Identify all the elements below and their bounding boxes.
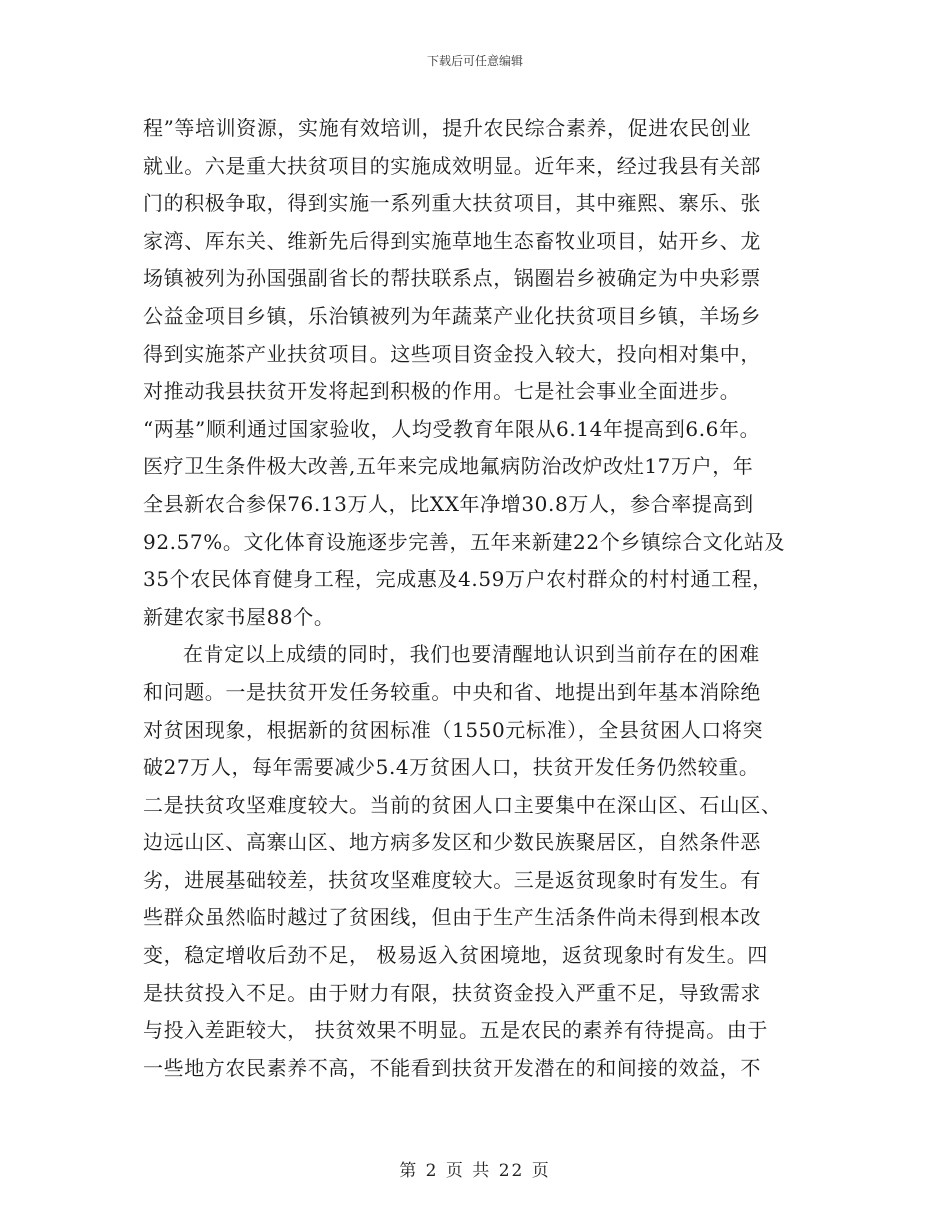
page-header: 下载后可任意编辑	[426, 54, 523, 68]
text-line: 家湾、厍东关、维新先后得到实施草地生态畜牧业项目，姑开乡、龙	[143, 228, 761, 253]
text-line: 些群众虽然临时越过了贫困线，但由于生产生活条件尚未得到根本改	[143, 905, 761, 930]
text-line: 是扶贫投入不足。由于财力有限，扶贫资金投入严重不足，导致需求	[143, 980, 761, 1005]
text-line: 公益金项目乡镇，乐治镇被列为年蔬菜产业化扶贫项目乡镇，羊场乡	[143, 303, 761, 328]
text-line: 边远山区、高寨山区、地方病多发区和少数民族聚居区，自然条件恶	[143, 830, 761, 855]
text-line: 对推动我县扶贫开发将起到积极的作用。七是社会事业全面进步。	[143, 379, 741, 404]
text-line: 破27万人，每年需要减少5.4万贫困人口，扶贫开发任务仍然较重。	[143, 755, 760, 780]
text-line: 程”等培训资源，实施有效培训，提升农民综合素养，促进农民创业	[143, 116, 752, 140]
text-line: 对贫困现象，根据新的贫困标准（1550元标准），全县贫困人口将突	[143, 717, 764, 742]
text-line: 二是扶贫攻坚难度较大。当前的贫困人口主要集中在深山区、石山区、	[143, 792, 782, 817]
text-line: 92.57%。文化体育设施逐步完善，五年来新建22个乡镇综合文化站及	[143, 529, 786, 554]
text-line: 门的积极争取，得到实施一系列重大扶贫项目，其中雍熙、寨乐、张	[143, 191, 761, 216]
text-line: 与投入差距较大， 扶贫效果不明显。五是农民的素养有待提高。由于	[143, 1018, 768, 1043]
text-line: “两基”顺利通过国家验收，人均受教育年限从6.14年提高到6.6年。	[143, 416, 761, 441]
text-line: 变，稳定增收后劲不足， 极易返入贫困境地，返贫现象时有发生。四	[143, 943, 768, 968]
text-line: 劣，进展基础较差，扶贫攻坚难度较大。三是返贫现象时有发生。有	[143, 867, 761, 892]
page-number-footer: 第 2 页 共 22 页	[399, 1161, 551, 1181]
text-line: 医疗卫生条件极大改善,五年来完成地氟病防治改炉改灶17万户，年	[143, 454, 754, 479]
text-line: 得到实施茶产业扶贫项目。这些项目资金投入较大，投向相对集中，	[143, 341, 761, 366]
text-line: 35个农民体育健身工程，完成惠及4.59万户农村群众的村村通工程，	[143, 567, 773, 592]
text-line: 全县新农合参保76.13万人，比XX年净增30.8万人，参合率提高到	[143, 491, 754, 516]
text-line: 就业。六是重大扶贫项目的实施成效明显。近年来，经过我县有关部	[143, 153, 761, 178]
text-line: 一些地方农民素养不高，不能看到扶贫开发潜在的和间接的效益，不	[143, 1055, 761, 1080]
text-line: 新建农家书屋88个。	[143, 604, 335, 629]
text-line: 场镇被列为孙国强副省长的帮扶联系点，锅圈岩乡被确定为中央彩票	[143, 266, 761, 291]
document-body	[143, 110, 823, 1087]
text-line: 和问题。一是扶贫开发任务较重。中央和省、地提出到年基本消除绝	[143, 679, 761, 704]
text-line: 在肯定以上成绩的同时，我们也要清醒地认识到当前存在的困难	[183, 642, 760, 667]
